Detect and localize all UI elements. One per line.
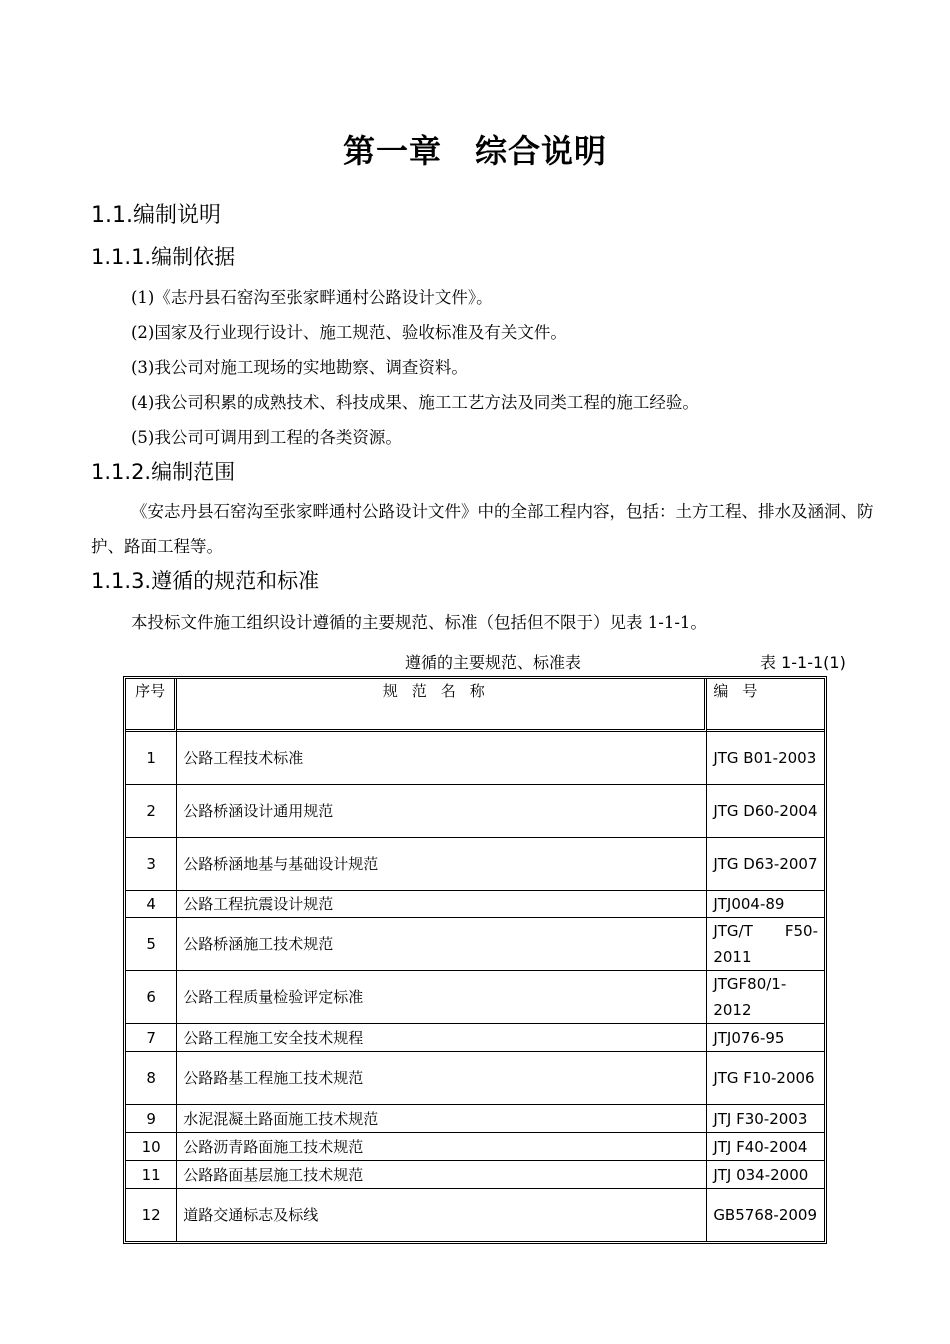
section-heading-1-1-2: 1.1.2.编制范围	[91, 460, 236, 484]
cell-name: 公路桥涵地基与基础设计规范	[177, 838, 707, 891]
cell-no: 9	[126, 1105, 177, 1133]
basis-item: (4)我公司积累的成熟技术、科技成果、施工工艺方法及同类工程的施工经验。	[131, 393, 699, 412]
table-row	[126, 1105, 824, 1133]
cell-name: 公路工程质量检验评定标准	[177, 971, 707, 1024]
cell-name: 公路路基工程施工技术规范	[177, 1052, 707, 1105]
table-row	[126, 891, 824, 918]
cell-code: JTJ F40-2004	[707, 1133, 824, 1161]
cell-name: 公路桥涵施工技术规范	[177, 918, 707, 971]
header-name: 规范名称	[177, 679, 707, 732]
cell-code: JTJ076-95	[707, 1024, 824, 1052]
table-row	[126, 971, 824, 1024]
standards-intro-paragraph: 本投标文件施工组织设计遵循的主要规范、标准（包括但不限于）见表 1-1-1。	[131, 613, 707, 632]
cell-code: JTGF80/1-2012	[707, 971, 824, 1024]
cell-no: 8	[126, 1052, 177, 1105]
basis-item: (3)我公司对施工现场的实地勘察、调查资料。	[131, 358, 468, 377]
table-row	[126, 918, 824, 971]
table-row	[126, 1161, 824, 1189]
cell-code: JTG B01-2003	[707, 732, 824, 785]
cell-name: 道路交通标志及标线	[177, 1189, 707, 1241]
cell-name: 公路沥青路面施工技术规范	[177, 1133, 707, 1161]
section-heading-1-1: 1.1.编制说明	[91, 203, 221, 228]
cell-no: 1	[126, 732, 177, 785]
cell-code: JTJ004-89	[707, 891, 824, 918]
cell-no: 7	[126, 1024, 177, 1052]
cell-no: 2	[126, 785, 177, 838]
table-row	[126, 1052, 824, 1105]
scope-paragraph: 《安志丹县石窑沟至张家畔通村公路设计文件》中的全部工程内容，包括：土方工程、排水及涵洞、防护、路面工程等。	[91, 502, 874, 556]
cell-code: JTG D60-2004	[707, 785, 824, 838]
cell-code: JTG D63-2007	[707, 838, 824, 891]
cell-name: 公路工程施工安全技术规程	[177, 1024, 707, 1052]
table-row	[126, 1189, 824, 1241]
cell-no: 6	[126, 971, 177, 1024]
header-no: 序号	[126, 679, 177, 732]
table-row	[126, 838, 824, 891]
cell-no: 10	[126, 1133, 177, 1161]
section-heading-1-1-1: 1.1.1.编制依据	[91, 245, 236, 269]
cell-no: 5	[126, 918, 177, 971]
basis-item: (2)国家及行业现行设计、施工规范、验收标准及有关文件。	[131, 323, 567, 342]
cell-name: 公路路面基层施工技术规范	[177, 1161, 707, 1189]
table-row	[126, 1024, 824, 1052]
table-row	[126, 732, 824, 785]
cell-name: 水泥混凝土路面施工技术规范	[177, 1105, 707, 1133]
cell-code: JTG F10-2006	[707, 1052, 824, 1105]
cell-name: 公路工程抗震设计规范	[177, 891, 707, 918]
cell-code: JTJ F30-2003	[707, 1105, 824, 1133]
cell-no: 3	[126, 838, 177, 891]
header-code: 编号	[707, 679, 824, 732]
cell-code: JTG/T F50-2011	[707, 918, 824, 971]
standards-table	[123, 676, 827, 1244]
chapter-title: 第一章 综合说明	[342, 132, 607, 170]
cell-name: 公路工程技术标准	[177, 732, 707, 785]
table-row	[126, 785, 824, 838]
table-number: 表 1-1-1(1)	[760, 653, 846, 672]
table-row	[126, 1133, 824, 1161]
basis-item: (1)《志丹县石窑沟至张家畔通村公路设计文件》。	[131, 288, 493, 307]
cell-name: 公路桥涵设计通用规范	[177, 785, 707, 838]
cell-no: 12	[126, 1189, 177, 1241]
cell-code: GB5768-2009	[713, 1206, 817, 1224]
table-caption: 遵循的主要规范、标准表	[405, 653, 582, 672]
basis-item: (5)我公司可调用到工程的各类资源。	[131, 428, 402, 447]
cell-no: 11	[126, 1161, 177, 1189]
section-heading-1-1-3: 1.1.3.遵循的规范和标准	[91, 569, 320, 593]
table-header-row	[126, 679, 824, 732]
cell-no: 4	[126, 891, 177, 918]
cell-code: JTJ 034-2000	[707, 1161, 824, 1189]
